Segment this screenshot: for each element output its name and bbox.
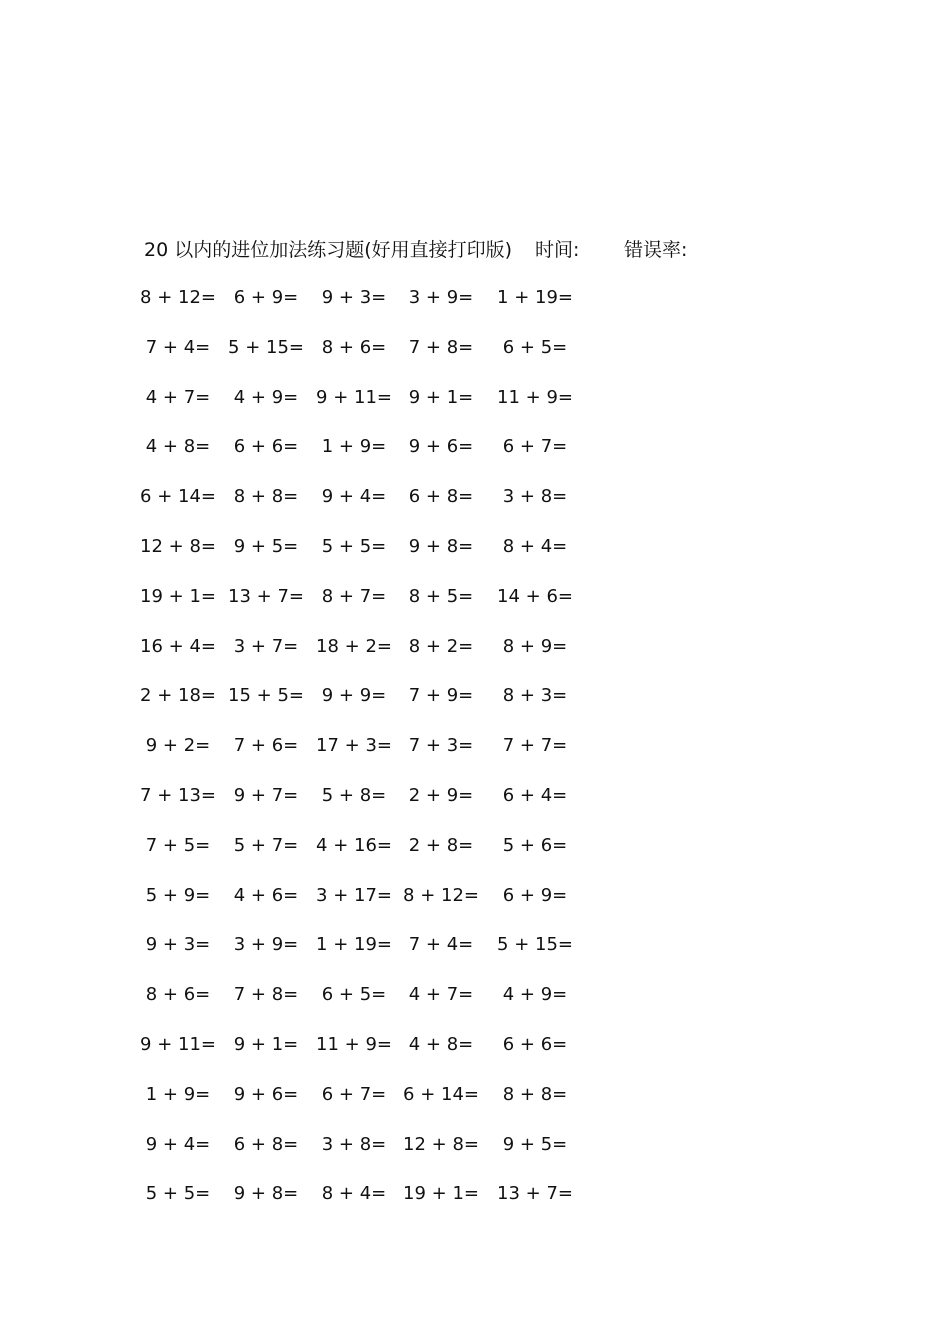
addition-problem: 4 + 8= (408, 1034, 474, 1055)
addition-problem: 18 + 2= (316, 636, 392, 657)
addition-problem: 7 + 9= (408, 685, 474, 706)
problem-row (0, 681, 700, 711)
addition-problem: 6 + 6= (233, 436, 299, 457)
addition-problem: 8 + 6= (145, 984, 211, 1005)
addition-problem: 11 + 9= (497, 387, 573, 408)
addition-problem: 7 + 6= (233, 735, 299, 756)
addition-problem: 9 + 1= (408, 387, 474, 408)
addition-problem: 8 + 5= (408, 586, 474, 607)
problem-row (0, 333, 700, 363)
addition-problem: 7 + 5= (145, 835, 211, 856)
addition-problem: 9 + 8= (408, 536, 474, 557)
addition-problem: 6 + 7= (502, 436, 568, 457)
addition-problem: 1 + 19= (497, 287, 573, 308)
addition-problem: 7 + 7= (502, 735, 568, 756)
addition-problem: 6 + 9= (233, 287, 299, 308)
addition-problem: 6 + 4= (502, 785, 568, 806)
addition-problem: 6 + 14= (140, 486, 216, 507)
addition-problem: 9 + 4= (145, 1134, 211, 1155)
addition-problem: 9 + 3= (145, 934, 211, 955)
addition-problem: 9 + 1= (233, 1034, 299, 1055)
addition-problem: 8 + 2= (408, 636, 474, 657)
problem-row (0, 1080, 700, 1110)
addition-problem: 7 + 8= (408, 337, 474, 358)
addition-problem: 13 + 7= (228, 586, 304, 607)
addition-problem: 5 + 5= (321, 536, 387, 557)
addition-problem: 4 + 7= (145, 387, 211, 408)
addition-problem: 5 + 15= (228, 337, 304, 358)
addition-problem: 4 + 9= (233, 387, 299, 408)
addition-problem: 7 + 3= (408, 735, 474, 756)
addition-problem: 12 + 8= (140, 536, 216, 557)
addition-problem: 5 + 9= (145, 885, 211, 906)
problem-row (0, 831, 700, 861)
addition-problem: 8 + 6= (321, 337, 387, 358)
addition-problem: 7 + 8= (233, 984, 299, 1005)
problem-row (0, 731, 700, 761)
addition-problem: 8 + 4= (321, 1183, 387, 1204)
addition-problem: 6 + 14= (403, 1084, 479, 1105)
addition-problem: 3 + 9= (233, 934, 299, 955)
addition-problem: 3 + 8= (502, 486, 568, 507)
error-rate-label: 错误率: (624, 239, 688, 261)
addition-problem: 8 + 12= (403, 885, 479, 906)
addition-problem: 9 + 6= (408, 436, 474, 457)
addition-problem: 1 + 19= (316, 934, 392, 955)
addition-problem: 9 + 8= (233, 1183, 299, 1204)
addition-problem: 6 + 8= (233, 1134, 299, 1155)
addition-problem: 3 + 17= (316, 885, 392, 906)
addition-problem: 5 + 15= (497, 934, 573, 955)
addition-problem: 19 + 1= (140, 586, 216, 607)
addition-problem: 9 + 11= (316, 387, 392, 408)
addition-problem: 1 + 9= (321, 436, 387, 457)
addition-problem: 9 + 5= (233, 536, 299, 557)
problem-row (0, 383, 700, 413)
addition-problem: 2 + 18= (140, 685, 216, 706)
addition-problem: 6 + 7= (321, 1084, 387, 1105)
addition-problem: 4 + 9= (502, 984, 568, 1005)
addition-problem: 9 + 11= (140, 1034, 216, 1055)
addition-problem: 8 + 4= (502, 536, 568, 557)
addition-problem: 7 + 13= (140, 785, 216, 806)
time-label: 时间: (535, 239, 580, 261)
addition-problem: 8 + 9= (502, 636, 568, 657)
addition-problem: 14 + 6= (497, 586, 573, 607)
addition-problem: 6 + 9= (502, 885, 568, 906)
addition-problem: 8 + 3= (502, 685, 568, 706)
addition-problem: 9 + 3= (321, 287, 387, 308)
worksheet-title: 20 以内的进位加法练习题(好用直接打印版) (144, 239, 513, 261)
addition-problem: 2 + 8= (408, 835, 474, 856)
addition-problem: 9 + 9= (321, 685, 387, 706)
addition-problem: 6 + 5= (321, 984, 387, 1005)
addition-problem: 17 + 3= (316, 735, 392, 756)
addition-problem: 3 + 9= (408, 287, 474, 308)
problem-row (0, 1030, 700, 1060)
addition-problem: 5 + 5= (145, 1183, 211, 1204)
addition-problem: 7 + 4= (408, 934, 474, 955)
problem-row (0, 930, 700, 960)
addition-problem: 3 + 7= (233, 636, 299, 657)
addition-problem: 9 + 5= (502, 1134, 568, 1155)
addition-problem: 5 + 7= (233, 835, 299, 856)
addition-problem: 9 + 7= (233, 785, 299, 806)
addition-problem: 9 + 2= (145, 735, 211, 756)
addition-problem: 5 + 8= (321, 785, 387, 806)
problem-row (0, 532, 700, 562)
addition-problem: 9 + 4= (321, 486, 387, 507)
addition-problem: 8 + 7= (321, 586, 387, 607)
addition-problem: 4 + 6= (233, 885, 299, 906)
problem-row (0, 582, 700, 612)
addition-problem: 6 + 6= (502, 1034, 568, 1055)
addition-problem: 4 + 8= (145, 436, 211, 457)
addition-problem: 16 + 4= (140, 636, 216, 657)
addition-problem: 19 + 1= (403, 1183, 479, 1204)
problem-row (0, 781, 700, 811)
addition-problem: 5 + 6= (502, 835, 568, 856)
problem-row (0, 980, 700, 1010)
addition-problem: 3 + 8= (321, 1134, 387, 1155)
addition-problem: 6 + 8= (408, 486, 474, 507)
addition-problem: 4 + 7= (408, 984, 474, 1005)
addition-problem: 4 + 16= (316, 835, 392, 856)
addition-problem: 13 + 7= (497, 1183, 573, 1204)
problem-row (0, 881, 700, 911)
addition-problem: 8 + 8= (502, 1084, 568, 1105)
problem-row (0, 632, 700, 662)
problem-row (0, 482, 700, 512)
problem-row (0, 1179, 700, 1209)
addition-problem: 9 + 6= (233, 1084, 299, 1105)
problem-row (0, 432, 700, 462)
addition-problem: 8 + 8= (233, 486, 299, 507)
problem-row (0, 1130, 700, 1160)
addition-problem: 6 + 5= (502, 337, 568, 358)
addition-problem: 8 + 12= (140, 287, 216, 308)
addition-problem: 1 + 9= (145, 1084, 211, 1105)
addition-problem: 2 + 9= (408, 785, 474, 806)
addition-problem: 7 + 4= (145, 337, 211, 358)
addition-problem: 15 + 5= (228, 685, 304, 706)
problem-row (0, 283, 700, 313)
addition-problem: 11 + 9= (316, 1034, 392, 1055)
addition-problem: 12 + 8= (403, 1134, 479, 1155)
